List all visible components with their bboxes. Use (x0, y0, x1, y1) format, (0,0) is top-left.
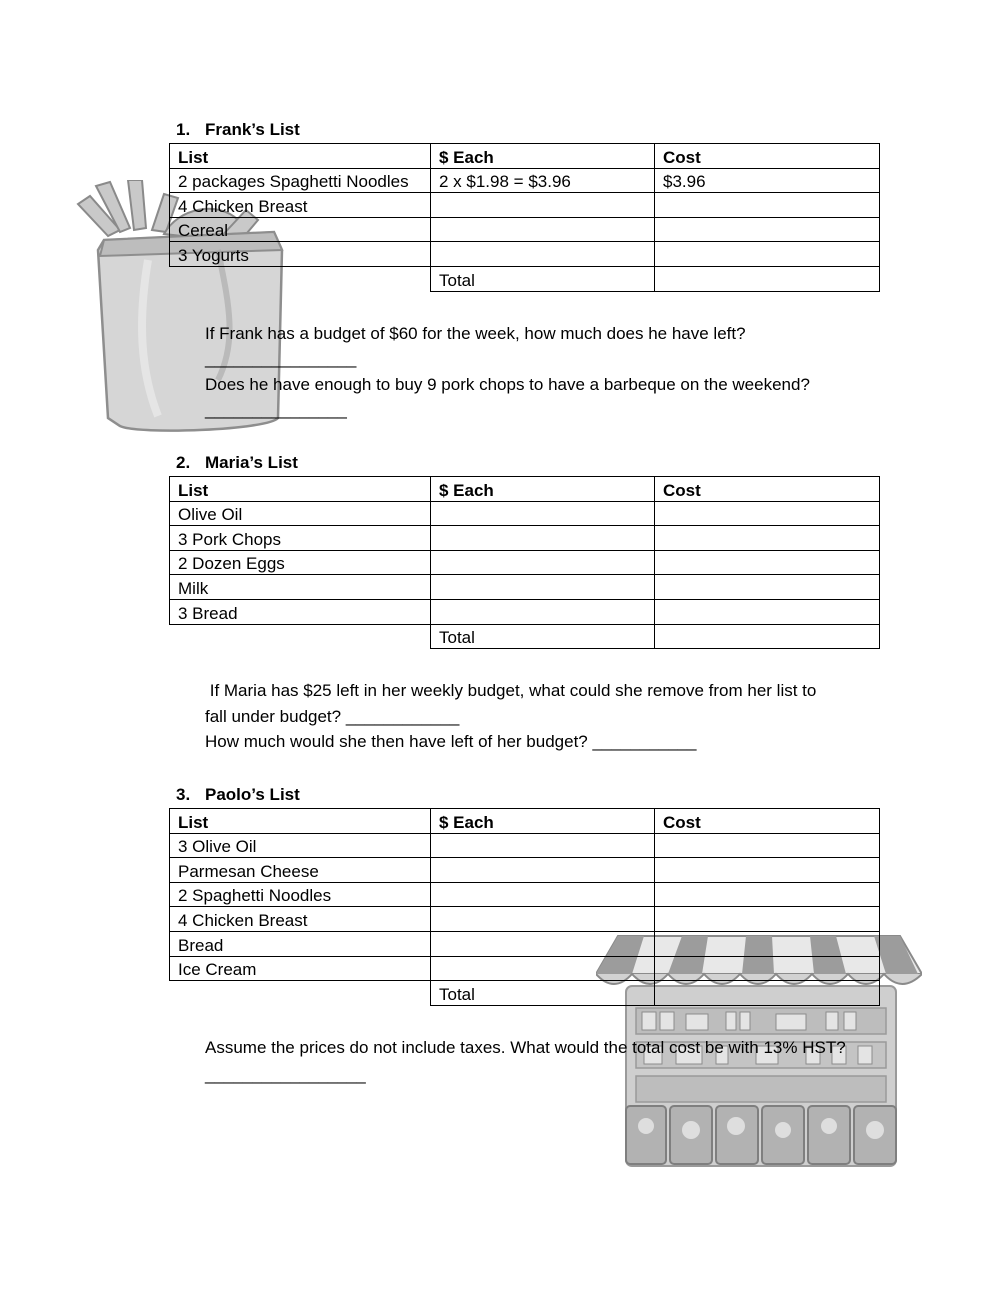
item-cell: 2 packages Spaghetti Noodles (170, 168, 431, 193)
frank-answer-blank-1[interactable]: ________________ (205, 349, 357, 368)
table-row (170, 575, 880, 600)
frank-answer-blank-2[interactable]: _______________ (205, 400, 347, 419)
item-cell: Milk (170, 575, 431, 600)
frank-question-2: Does he have enough to buy 9 pork chops to have a barbeque on the weekend? (205, 375, 810, 394)
section-number: 1. (176, 120, 191, 139)
each-cell[interactable] (431, 501, 655, 526)
table-row (170, 882, 880, 907)
paolo-question-1: Assume the prices do not include taxes. What would the total cost be with 13% HST? (205, 1038, 846, 1057)
header-list: List (170, 477, 431, 502)
maria-list-title (176, 453, 298, 473)
paolo-table (169, 808, 880, 1006)
total-label: Total (431, 981, 655, 1006)
cost-cell[interactable] (655, 907, 880, 932)
each-cell: 2 x $1.98 = $3.96 (431, 168, 655, 193)
header-cost: Cost (655, 144, 880, 169)
header-cost: Cost (655, 477, 880, 502)
paolo-answer-blank-1[interactable]: _________________ (205, 1065, 366, 1084)
cost-cell[interactable] (655, 833, 880, 858)
cost-cell[interactable] (655, 882, 880, 907)
table-row (170, 501, 880, 526)
each-cell[interactable] (431, 907, 655, 932)
item-cell: Cereal (170, 217, 431, 242)
each-cell[interactable] (431, 599, 655, 624)
cost-cell: $3.96 (655, 168, 880, 193)
item-cell: Parmesan Cheese (170, 858, 431, 883)
header-list: List (170, 144, 431, 169)
each-cell[interactable] (431, 858, 655, 883)
total-row (170, 981, 880, 1006)
total-label: Total (431, 624, 655, 649)
table-row (170, 907, 880, 932)
frank-table (169, 143, 880, 292)
cost-cell[interactable] (655, 550, 880, 575)
each-cell (431, 217, 655, 242)
cost-cell[interactable] (655, 501, 880, 526)
empty-cell (170, 624, 431, 649)
item-cell: Ice Cream (170, 956, 431, 981)
each-cell (431, 242, 655, 267)
table-header-row (170, 144, 880, 169)
item-cell: 2 Dozen Eggs (170, 550, 431, 575)
maria-table (169, 476, 880, 649)
cost-cell[interactable] (655, 956, 880, 981)
each-cell[interactable] (431, 931, 655, 956)
table-row (170, 242, 880, 267)
each-cell[interactable] (431, 550, 655, 575)
table-row (170, 550, 880, 575)
header-list: List (170, 809, 431, 834)
paolo-list-title (176, 785, 300, 805)
table-row (170, 526, 880, 551)
table-row (170, 168, 880, 193)
total-row (170, 624, 880, 649)
cost-cell[interactable] (655, 599, 880, 624)
header-cost: Cost (655, 809, 880, 834)
section-number: 2. (176, 453, 191, 472)
frank-question-1: If Frank has a budget of $60 for the week, how much does he have left? (205, 324, 746, 343)
each-cell[interactable] (431, 526, 655, 551)
header-each: $ Each (431, 809, 655, 834)
empty-cell (170, 981, 431, 1006)
each-cell[interactable] (431, 956, 655, 981)
item-cell: 3 Olive Oil (170, 833, 431, 858)
item-cell: Olive Oil (170, 501, 431, 526)
each-cell (431, 193, 655, 218)
maria-question-1-line-1: If Maria has $25 left in her weekly budget, what could she remove from her list to (205, 681, 817, 700)
cost-cell[interactable] (655, 575, 880, 600)
section-title-text: Frank’s List (205, 120, 300, 139)
item-cell: 4 Chicken Breast (170, 193, 431, 218)
item-cell: 3 Bread (170, 599, 431, 624)
section-title-text: Paolo’s List (205, 785, 300, 804)
header-each: $ Each (431, 477, 655, 502)
total-value-cell[interactable] (655, 266, 880, 291)
cost-cell (655, 217, 880, 242)
cost-cell[interactable] (655, 931, 880, 956)
table-row (170, 833, 880, 858)
item-cell: Bread (170, 931, 431, 956)
total-row (170, 266, 880, 291)
table-header-row (170, 809, 880, 834)
maria-question-2: How much would she then have left of her budget? ___________ (205, 732, 697, 751)
section-title-text: Maria’s List (205, 453, 298, 472)
maria-question-1-line-2: fall under budget? ____________ (205, 707, 460, 726)
cost-cell[interactable] (655, 526, 880, 551)
table-header-row (170, 477, 880, 502)
item-cell: 3 Pork Chops (170, 526, 431, 551)
table-row (170, 858, 880, 883)
empty-cell (170, 266, 431, 291)
item-cell: 3 Yogurts (170, 242, 431, 267)
each-cell[interactable] (431, 575, 655, 600)
cost-cell (655, 193, 880, 218)
total-value-cell[interactable] (655, 624, 880, 649)
frank-list-title (176, 120, 300, 140)
table-row (170, 217, 880, 242)
cost-cell[interactable] (655, 858, 880, 883)
table-row (170, 956, 880, 981)
each-cell[interactable] (431, 833, 655, 858)
item-cell: 4 Chicken Breast (170, 907, 431, 932)
each-cell[interactable] (431, 882, 655, 907)
table-row (170, 599, 880, 624)
total-value-cell[interactable] (655, 981, 880, 1006)
header-each: $ Each (431, 144, 655, 169)
item-cell: 2 Spaghetti Noodles (170, 882, 431, 907)
cost-cell (655, 242, 880, 267)
table-row (170, 193, 880, 218)
total-label: Total (431, 266, 655, 291)
section-number: 3. (176, 785, 191, 804)
table-row (170, 931, 880, 956)
